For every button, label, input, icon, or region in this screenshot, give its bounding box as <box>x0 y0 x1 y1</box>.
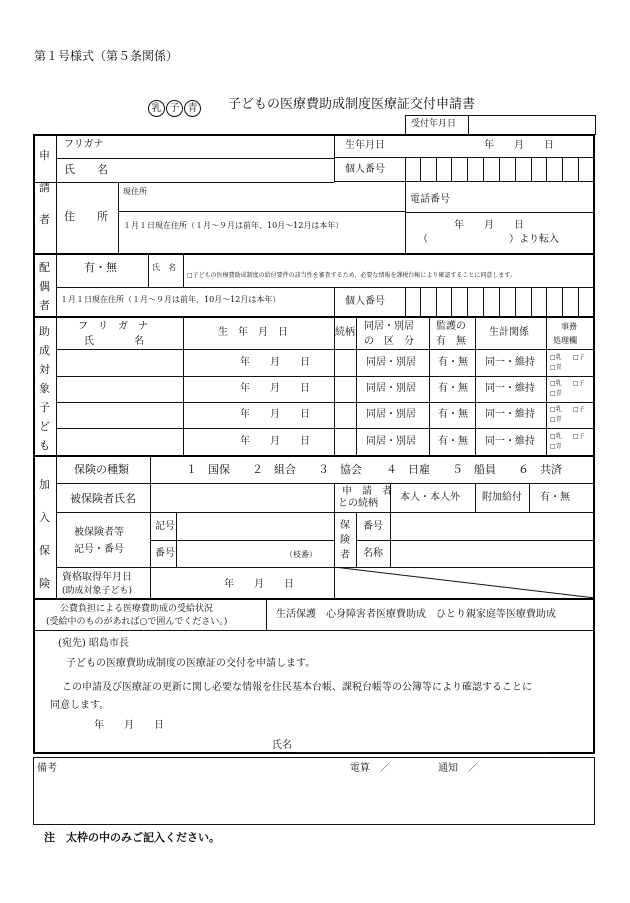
child-living[interactable]: 同居・別居 <box>366 436 416 447</box>
signature-label: 氏名 <box>272 740 292 751</box>
qualification-date-label: 資格取得年月日 <box>62 572 132 583</box>
spouse-name-label: 氏 名 <box>152 263 176 272</box>
children-office-header-2: 処理欄 <box>553 336 577 345</box>
insured-name-label: 被保険者氏名 <box>70 492 136 505</box>
receipt-date-label: 受付年月日 <box>411 119 457 129</box>
badge-ko: 子 <box>166 100 183 117</box>
applicant-name-label: 氏 名 <box>64 163 108 176</box>
child-livelihood[interactable]: 同一・維持 <box>485 436 535 447</box>
insurer-name-field[interactable] <box>391 541 594 566</box>
child-office-sei[interactable]: □青 <box>550 416 562 423</box>
spouse-mynumber-label: 個人番号 <box>345 296 385 307</box>
child-living[interactable]: 同居・別居 <box>366 409 416 420</box>
bango-label: 番号 <box>155 548 175 559</box>
remarks-calc: 電算 ／ <box>350 763 390 774</box>
receipt-date-box[interactable] <box>405 115 596 135</box>
qualification-date-value[interactable]: 年 月 日 <box>224 579 294 590</box>
qualification-date-sub: (助成対象子ども) <box>62 586 133 596</box>
qualification-diagonal <box>334 567 595 598</box>
declaration-line-2: この申請及び医療証の更新に関し必要な情報を住民基本台帳、課税台帳等の公簿等により確認することに <box>62 682 532 693</box>
phone-label: 電話番号 <box>410 194 450 205</box>
remarks-notice: 通知 ／ <box>438 763 478 774</box>
child-living[interactable]: 同居・別居 <box>366 383 416 394</box>
insurer-number-field[interactable] <box>391 513 594 539</box>
declaration-date[interactable]: 年 月 日 <box>94 720 164 731</box>
form-label: 第１号様式（第５条関係） <box>34 49 179 63</box>
spouse-jan1-address-label: １月１日現在住所（１月～９月は前年、10月～12月は本年） <box>60 295 281 304</box>
child-office-sei[interactable]: □青 <box>550 390 562 397</box>
child-livelihood[interactable]: 同一・維持 <box>485 409 535 420</box>
children-side-label: 助 成 対 象 子 ど も <box>39 325 50 452</box>
footer-note: 注 太枠の中のみご記入ください。 <box>44 831 220 844</box>
child-livelihood[interactable]: 同一・維持 <box>485 357 535 368</box>
program-badges <box>148 96 202 117</box>
relation-label-1: 申 請 者 <box>342 486 392 497</box>
child-row[interactable] <box>57 428 594 455</box>
applicant-address-label: 住 所 <box>64 210 108 223</box>
child-row[interactable] <box>57 350 594 376</box>
moved-in-label: ）より転入 <box>509 234 559 245</box>
applicant-birth-label: 生年月日 <box>345 140 385 151</box>
children-livelihood-header: 生計関係 <box>489 327 529 338</box>
insurance-type-senin[interactable]: ５ 船員 <box>452 463 496 476</box>
insurer-name-label: 名称 <box>363 548 383 559</box>
relation-label-2: との続柄 <box>338 498 378 509</box>
child-row[interactable] <box>57 376 594 402</box>
child-living[interactable]: 同居・別居 <box>366 357 416 368</box>
symbol-number-label-2: 記号・番号 <box>74 544 124 555</box>
insured-name-field[interactable] <box>151 485 333 511</box>
children-rows <box>57 350 594 455</box>
additional-benefit-options[interactable]: 有・無 <box>540 492 570 503</box>
remarks-label: 備考 <box>37 763 57 774</box>
kigo-label: 記号 <box>155 521 175 532</box>
additional-benefit-label: 附加給付 <box>482 492 522 503</box>
children-furigana-header: フ リ ガ ナ <box>78 321 148 332</box>
child-office-sei[interactable]: □青 <box>550 443 562 450</box>
relation-options[interactable]: 本人・本人外 <box>400 492 460 503</box>
insurance-type-label: 保険の種類 <box>74 463 129 476</box>
child-birth[interactable]: 年 月 日 <box>240 383 310 394</box>
insurance-type-kyokai[interactable]: ３ 協会 <box>318 463 362 476</box>
children-custody-header-2: 有 無 <box>436 336 466 347</box>
children-custody-header-1: 監護の <box>436 321 466 332</box>
child-office-sei[interactable]: □青 <box>550 364 562 371</box>
children-living-header-2: の 区 分 <box>364 336 414 347</box>
children-name-header: 氏 名 <box>84 336 144 347</box>
form-title: 子どもの医療費助成制度医療証交付申請書 <box>228 97 476 112</box>
child-office-nyu[interactable]: □乳 <box>550 354 562 361</box>
badge-sei: 青 <box>184 100 201 117</box>
child-livelihood[interactable]: 同一・維持 <box>485 383 535 394</box>
remarks-box[interactable] <box>33 757 595 825</box>
kigo-field[interactable] <box>177 513 333 539</box>
child-row[interactable] <box>57 402 594 428</box>
symbol-number-label-1: 被保険者等 <box>74 527 124 538</box>
spouse-mynumber-grid[interactable] <box>405 287 594 316</box>
insurance-type-kyosai[interactable]: ６ 共済 <box>518 463 562 476</box>
child-office-nyu[interactable]: □乳 <box>550 406 562 413</box>
declaration-line-1: 子どもの医療費助成制度の医療証の交付を申請します。 <box>66 658 316 669</box>
child-custody[interactable]: 有・無 <box>438 357 468 368</box>
phone-field[interactable] <box>406 183 594 211</box>
spouse-side-label: 配 偶 者 <box>39 261 50 312</box>
child-office-nyu[interactable]: □乳 <box>550 380 562 387</box>
applicant-furigana-label: フリガナ <box>64 139 104 150</box>
child-birth[interactable]: 年 月 日 <box>240 409 310 420</box>
child-office-ko[interactable]: □子 <box>573 354 585 361</box>
child-custody[interactable]: 有・無 <box>438 383 468 394</box>
moved-date[interactable]: 年 月 日 <box>454 220 524 231</box>
children-living-header-1: 同居・別居 <box>364 321 414 332</box>
applicant-name-field[interactable] <box>119 160 333 181</box>
child-birth[interactable]: 年 月 日 <box>240 436 310 447</box>
child-birth[interactable]: 年 月 日 <box>240 357 310 368</box>
child-office-ko[interactable]: □子 <box>573 433 585 440</box>
child-office-ko[interactable]: □子 <box>573 406 585 413</box>
children-office-header-1: 事務 <box>561 322 577 331</box>
applicant-furigana-field[interactable] <box>119 136 333 157</box>
insurance-type-kumiai[interactable]: ２ 組合 <box>252 463 296 476</box>
public-aid-label-2: (受給中のものがあれば○で囲んでください。) <box>46 617 228 627</box>
applicant-mynumber-label: 個人番号 <box>345 164 385 175</box>
insurer-label: 保 険 者 <box>340 520 350 561</box>
public-aid-options[interactable]: 生活保護 心身障害者医療費助成 ひとり親家庭等医療費助成 <box>276 609 556 620</box>
insurance-type-kokuho[interactable]: １ 国保 <box>186 463 230 476</box>
badge-nyu: 乳 <box>148 100 165 117</box>
jan1-address-label: １月１日現在住所（１月～９月は前年、10月～12月は本年） <box>123 221 344 230</box>
insurance-side-label: 加 入 保 険 <box>39 478 50 590</box>
insurance-type-hiyatoi[interactable]: ４ 日雇 <box>386 463 430 476</box>
child-custody[interactable]: 有・無 <box>438 436 468 447</box>
applicant-side-label: 申 請 者 <box>39 149 50 226</box>
child-custody[interactable]: 有・無 <box>438 409 468 420</box>
public-aid-label-1: 公費負担による医療費助成の受給状況 <box>60 604 214 614</box>
child-office-nyu[interactable]: □乳 <box>550 433 562 440</box>
applicant-mynumber-grid[interactable] <box>405 157 594 181</box>
edaban-label: （枝番） <box>285 550 317 559</box>
current-address-label: 現住所 <box>123 187 147 196</box>
signature-line[interactable] <box>296 752 549 753</box>
moved-open-paren: （ <box>418 234 428 245</box>
addressee: (宛先) 昭島市長 <box>58 638 129 649</box>
child-office-ko[interactable]: □子 <box>573 380 585 387</box>
spouse-presence[interactable]: 有・無 <box>84 261 117 274</box>
spouse-consent-checkbox[interactable]: □子どもの医療費助成制度の給付要件の該当性を審査するため、必要な情報を課税台帳により確認することに同意します。 <box>187 272 516 279</box>
children-relation-header: 続柄 <box>335 327 355 338</box>
children-birth-header: 生 年 月 日 <box>218 327 288 338</box>
applicant-birth-value[interactable]: 年 月 日 <box>484 140 554 151</box>
declaration-line-3: 同意します。 <box>50 700 110 711</box>
insurer-number-label: 番号 <box>363 521 383 532</box>
